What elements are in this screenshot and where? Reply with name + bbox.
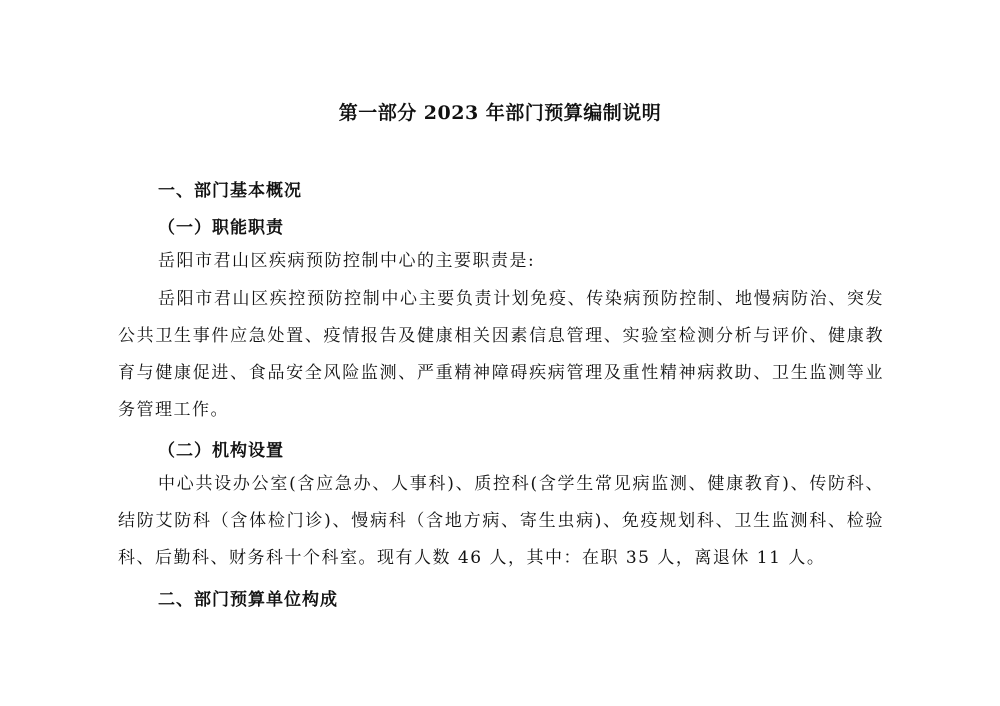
organization-paragraph: 中心共设办公室(含应急办、人事科)、质控科(含学生常见病监测、健康教育)、传防科、结防艾防科（含体检门诊)、慢病科（含地方病、寄生虫病)、免疫规划科、卫生监测科、检验科、后勤科、财务科十个科室。现有人数 46 人，其中：在职 35 人，离退休 11 人。	[118, 474, 884, 568]
intro-paragraph: 岳阳市君山区疾病预防控制中心的主要职责是:	[158, 251, 536, 271]
section-heading-budget-units: 二、部门预算单位构成	[158, 590, 338, 610]
duties-paragraph: 岳阳市君山区疾控预防控制中心主要负责计划免疫、传染病预防控制、地慢病防治、突发公共卫生事件应急处置、疫情报告及健康相关因素信息管理、实验室检测分析与评价、健康教育与健康促进、食品安全风险监测、严重精神障碍疾病管理及重性精神病救助、卫生监测等业务管理工作。	[118, 289, 884, 420]
subsection-heading-duties: （一）职能职责	[158, 218, 284, 238]
subsection-heading-organization: （二）机构设置	[158, 441, 284, 461]
section-heading-overview: 一、部门基本概况	[158, 181, 302, 201]
document-title: 第一部分 2023 年部门预算编制说明	[338, 102, 662, 124]
